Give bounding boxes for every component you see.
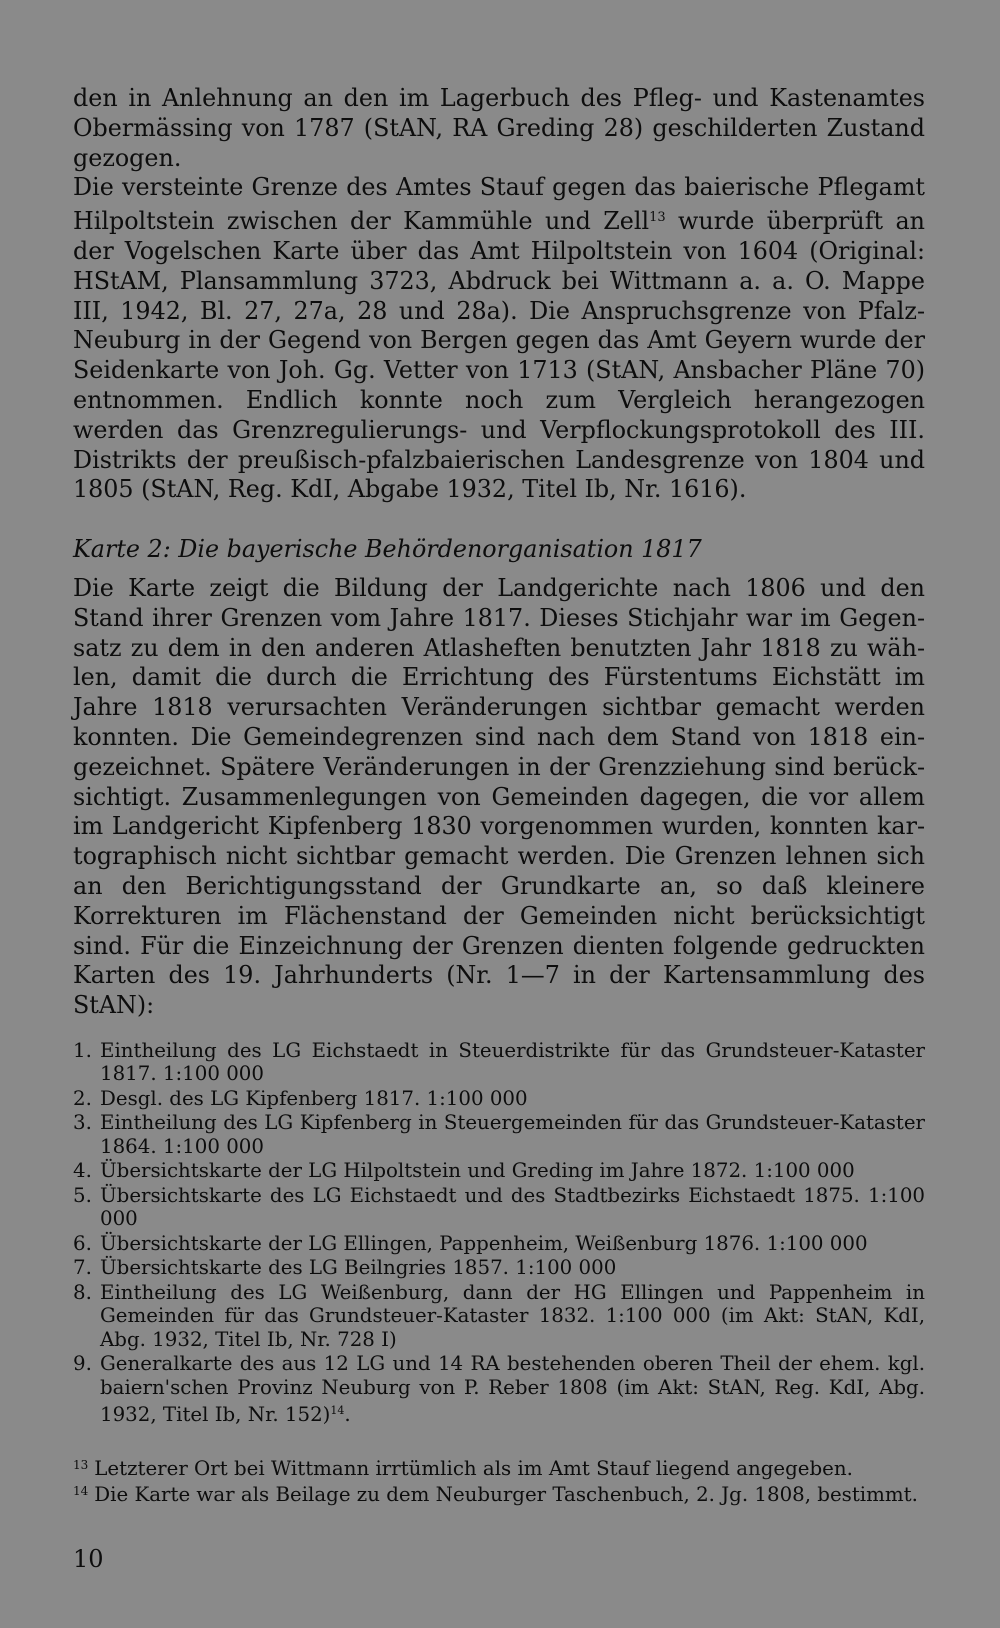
list-number: 8.	[73, 1280, 92, 1304]
footnote-ref-14: 14	[330, 1404, 345, 1418]
footnotes	[73, 1454, 925, 1507]
list-text-end: .	[344, 1403, 351, 1427]
footnote-13	[73, 1454, 925, 1481]
list-text	[100, 1352, 925, 1427]
list-number: 9.	[73, 1352, 92, 1376]
list-item	[73, 1159, 925, 1183]
page-number: 10	[73, 1545, 104, 1573]
list-number: 5.	[73, 1183, 92, 1207]
footnote-ref-13: 13	[649, 210, 666, 226]
list-item	[73, 1087, 925, 1111]
list-item	[73, 1111, 925, 1158]
list-text: Desgl. des LG Kipfenberg 1817. 1:100 000	[100, 1086, 528, 1110]
list-number: 3.	[73, 1111, 92, 1135]
footnote-14	[73, 1480, 925, 1507]
list-number: 1.	[73, 1038, 92, 1062]
paragraph-continuation: den in Anlehnung an den im Lagerbuch des Pfleg- und Kastenamtes Obermässing von 1787 (StAN, RA Greding 28) geschilderten Zustand gezogen.	[73, 84, 925, 172]
paragraph-text-a: Die versteinte Grenze des Amtes Stauf gegen das baierische Pflegamt Hilpoltstein zwischen der Kammühle und Zell	[73, 173, 925, 236]
list-text-body: Generalkarte des aus 12 LG und 14 RA bestehenden oberen Theil der ehem. kgl. baiern'schen Provinz Neuburg von P. Reber 1808 (im Akt: StAN, Reg. KdI, Abg. 1932, Titel Ib, Nr. 152)	[100, 1352, 925, 1427]
footnote-mark: 14	[73, 1484, 89, 1499]
paragraph-karte-2: Die Karte zeigt die Bildung der Landgerichte nach 1806 und den Stand ihrer Grenzen vom Jahre 1817. Dieses Stichjahr war im Gegensatz zu dem in den anderen Atlasheften benutzten Jahr 1818 zu wählen, damit die durch die Errichtung des Fürstentums Eichstätt im Jahre 1818 verursachten Veränderungen sichtbar gemacht werden konnten. Die Gemeindegrenzen sind nach dem Stand von 1818 eingezeichnet. Spätere Veränderungen in der Grenzziehung sind berücksichtigt. Zusammenlegungen von Gemeinden dagegen, die vor allem im Landgericht Kipfenberg 1830 vorgenommen wurden, konnten kartographisch nicht sichtbar gemacht werden. Die Grenzen lehnen sich an den Berichtigungsstand der Grundkarte an, so daß kleinere Korrekturen im Flächenstand der Gemeinden nicht berücksichtigt sind. Für die Einzeichnung der Grenzen dienten folgende gedruckten Karten des 19. Jahrhunderts (Nr. 1—7 in der Kartensammlung des StAN):	[73, 573, 925, 1020]
list-number: 4.	[73, 1159, 92, 1183]
footnote-text: Letzterer Ort bei Wittmann irrtümlich als im Amt Stauf liegend angegeben.	[94, 1456, 853, 1480]
paragraph-text-b: wurde überprüft an der Vogelschen Karte über das Amt Hilpoltstein von 1604 (Original: HStAM, Plansammlung 3723, Abdruck bei Wittmann a. a. O. Mappe III, 1942, Bl. 27, 27a, 28 und 28a). Die Anspruchsgrenze von Pfalz-Neuburg in der Gegend von Bergen gegen das Amt Geyern wurde der Seidenkarte von Joh. Gg. Vetter von 1713 (StAN, Ansbacher Pläne 70) entnommen. Endlich konnte noch zum Vergleich herangezogen werden das Grenzregulierungs- und Verpflockungsprotokoll des III. Distrikts der preußisch-pfalzbaierischen Landesgrenze von 1804 und 1805 (StAN, Reg. KdI, Abgabe 1932, Titel Ib, Nr. 1616).	[73, 207, 925, 504]
list-number: 2.	[73, 1086, 92, 1110]
list-item	[73, 1184, 925, 1231]
list-text: Eintheilung des LG Kipfenberg in Steuergemeinden für das Grundsteuer-Kataster 1864. 1:100 000	[100, 1111, 925, 1158]
list-number: 6.	[73, 1231, 92, 1255]
list-text: Übersichtskarte der LG Ellingen, Pappenheim, Weißenburg 1876. 1:100 000	[100, 1231, 868, 1255]
list-number: 7.	[73, 1256, 92, 1280]
footnote-mark: 13	[73, 1457, 89, 1472]
map-source-list	[73, 1039, 925, 1427]
list-text: Übersichtskarte des LG Beilngries 1857. 1:100 000	[100, 1256, 617, 1280]
section-heading: Karte 2: Die bayerische Behördenorganisation 1817	[73, 535, 702, 564]
list-item	[73, 1352, 925, 1427]
paragraph-stauf-border	[73, 173, 925, 505]
list-text: Übersichtskarte der LG Hilpoltstein und Greding im Jahre 1872. 1:100 000	[100, 1159, 855, 1183]
text-body	[73, 84, 925, 1507]
list-text: Eintheilung des LG Weißenburg, dann der HG Ellingen und Pappenheim in Gemeinden für das Grundsteuer-Kataster 1832. 1:100 000 (im Akt: StAN, KdI, Abg. 1932, Titel Ib, Nr. 728 I)	[100, 1280, 925, 1351]
list-item	[73, 1232, 925, 1256]
list-text: Eintheilung des LG Eichstaedt in Steuerdistrikte für das Grundsteuer-Kataster 1817. 1:100 000	[100, 1038, 925, 1086]
list-item	[73, 1256, 925, 1280]
footnote-text: Die Karte war als Beilage zu dem Neuburger Taschenbuch, 2. Jg. 1808, bestimmt.	[94, 1483, 918, 1507]
list-item	[73, 1039, 925, 1086]
list-item	[73, 1281, 925, 1352]
list-text: Übersichtskarte des LG Eichstaedt und des Stadtbezirks Eichstaedt 1875. 1:100 000	[100, 1183, 925, 1231]
